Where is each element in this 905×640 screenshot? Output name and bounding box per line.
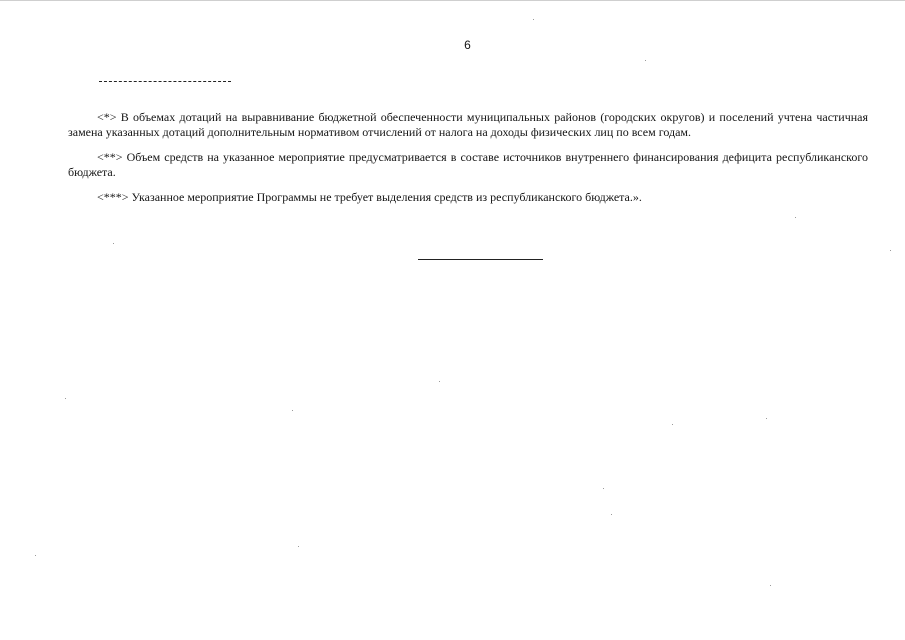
scan-speck <box>603 488 604 489</box>
scan-speck <box>533 19 534 20</box>
scan-speck <box>890 250 891 251</box>
scan-speck <box>645 60 646 61</box>
scan-speck <box>113 243 114 244</box>
scan-speck <box>65 398 66 399</box>
scan-speck <box>766 418 767 419</box>
scan-speck <box>292 410 293 411</box>
scan-speck <box>611 514 612 515</box>
scan-speck <box>298 546 299 547</box>
scan-speck <box>795 217 796 218</box>
scan-speck <box>672 424 673 425</box>
footnote-single-asterisk: <*> В объемах дотаций на выравнивание бюджетной обеспеченности муниципальных районов (городских округов) и поселений учтена частичная замена указанных дотаций дополнительным нормативом отчислений от налога на доходы физических лиц по всем годам. <box>68 110 868 139</box>
scan-speck <box>439 381 440 382</box>
end-of-section-rule <box>418 259 543 260</box>
scan-edge <box>0 0 905 1</box>
footnote-separator <box>99 81 231 82</box>
footnote-triple-asterisk: <***> Указанное мероприятие Программы не требует выделения средств из республиканского бюджета.». <box>97 190 642 204</box>
page-number: 6 <box>464 38 471 52</box>
footnote-double-asterisk: <**> Объем средств на указанное мероприятие предусматривается в составе источников внутреннего финансирования дефицита республиканского бюджета. <box>68 150 868 179</box>
scan-speck <box>770 585 771 586</box>
scan-speck <box>35 555 36 556</box>
